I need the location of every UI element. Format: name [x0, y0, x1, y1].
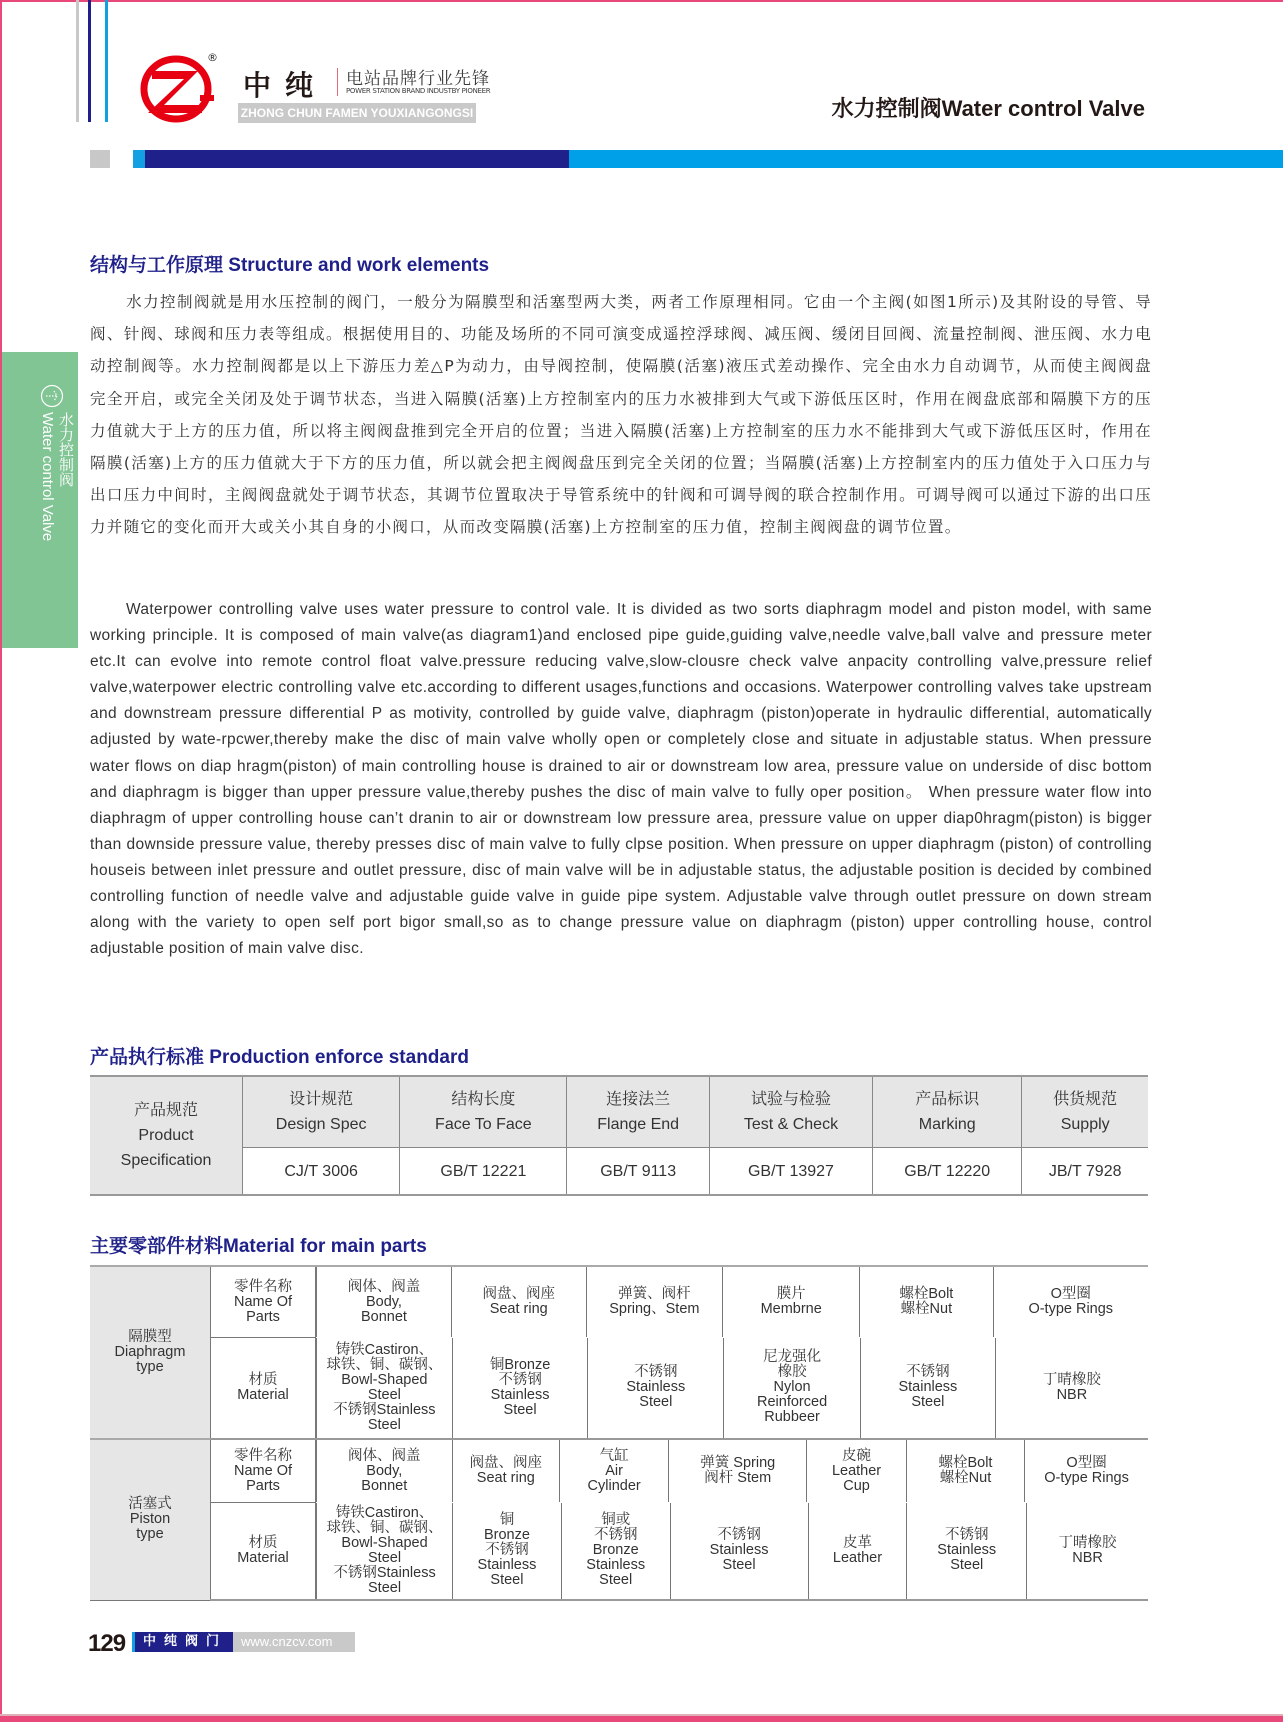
part-name-cell	[560, 1440, 669, 1502]
standard-row-label-en2: Specification	[120, 1152, 212, 1169]
part-material-cell-line: 不锈钢	[906, 1364, 950, 1381]
part-material-cell-line: 不锈钢	[498, 1371, 542, 1388]
part-name-cell-line: 弹簧、阀杆	[618, 1286, 691, 1303]
part-material-cell-line: Steel	[722, 1557, 756, 1574]
diaphragm-materials-cells	[316, 1338, 1149, 1440]
zc-logo-icon	[140, 55, 216, 123]
decor-line-cyan	[105, 0, 108, 122]
part-name-cell	[451, 1267, 586, 1337]
header-bar-cyan-small	[133, 150, 145, 168]
type-label-diaphragm-line: Diaphragm	[114, 1344, 186, 1360]
part-material-cell-line: 铜Bronze	[489, 1356, 551, 1373]
material-label	[211, 1338, 316, 1440]
part-name-cell-line: Bonnet	[360, 1308, 407, 1325]
part-name-cell-line: 螺栓Nut	[900, 1301, 953, 1318]
part-name-cell-line: 阀杆 Stem	[704, 1470, 772, 1487]
part-material-cell-line: 不锈钢	[634, 1364, 678, 1381]
part-name-cell-line: O型圈	[1050, 1286, 1091, 1303]
part-material-cell-line: Nylon	[773, 1379, 811, 1396]
part-name-cell-line: 阀体、阀盖	[347, 1278, 421, 1295]
part-material-cell	[724, 1338, 861, 1438]
part-material-cell-line: Steel	[639, 1394, 673, 1411]
part-name-cell-line: 膜片	[776, 1286, 806, 1303]
part-material-cell-line: 铸铁Castiron、	[335, 1341, 434, 1358]
header-en: Flange End	[597, 1116, 680, 1133]
header-cn: 设计规范	[289, 1091, 354, 1108]
part-material-cell	[317, 1338, 453, 1438]
part-material-cell-line: 丁晴橡胶	[1042, 1371, 1101, 1388]
header-cn: 连接法兰	[606, 1091, 671, 1108]
registered-mark: ®	[207, 51, 218, 64]
part-name-cell-line: Bonnet	[361, 1477, 408, 1494]
part-material-cell-line: NBR	[1056, 1386, 1088, 1403]
part-name-cell	[723, 1267, 860, 1337]
decor-line-gray	[76, 0, 79, 122]
type-label-piston-line: 活塞式	[128, 1496, 172, 1513]
slogan-en: POWER STATION BRAND INDUSTBY PIONEER	[346, 87, 491, 95]
part-name-cell-line: 弹簧 Spring	[700, 1455, 776, 1472]
header-en: Face To Face	[435, 1116, 532, 1133]
standard-header	[567, 1076, 709, 1148]
piston-row-materials	[90, 1503, 1148, 1601]
part-name-cell-line: Body,	[365, 1293, 402, 1310]
diaphragm-row-materials	[90, 1338, 1148, 1440]
part-material-cell-line: Steel	[599, 1572, 633, 1589]
page-border-bottom	[0, 1716, 1283, 1722]
part-material-cell-line: Steel	[368, 1549, 402, 1566]
type-label-diaphragm-line: 隔膜型	[128, 1329, 172, 1345]
part-material-cell-line: Steel	[368, 1579, 402, 1596]
part-material-cell-line: Reinforced	[757, 1394, 828, 1411]
name-of-parts-label-line: Name Of	[233, 1293, 292, 1310]
part-name-cell	[317, 1440, 453, 1502]
header-cn: 试验与检验	[750, 1091, 831, 1108]
part-material-cell-line: 不锈钢	[944, 1527, 989, 1544]
side-tab-label-en: Water control Valve	[39, 412, 56, 542]
name-of-parts-label-line: Parts	[246, 1477, 280, 1494]
material-label-line: Material	[237, 1550, 289, 1566]
company-name-en: ZHONG CHUN FAMEN YOUXIANGONGSI	[238, 103, 476, 123]
name-of-parts-label-line: 零件名称	[234, 1278, 292, 1295]
part-name-cell-line: 螺栓Bolt	[899, 1286, 954, 1303]
part-material-cell	[317, 1503, 453, 1599]
part-material-cell-line: 不锈钢Stainless	[333, 1401, 436, 1418]
standard-value: GB/T 12221	[400, 1148, 567, 1196]
part-material-cell	[808, 1503, 907, 1599]
piston-parts-cells	[316, 1439, 1149, 1503]
material-label-line: Material	[237, 1387, 289, 1403]
standard-header	[400, 1076, 567, 1148]
part-material-cell-line: Bowl-Shaped	[341, 1534, 428, 1551]
standard-value: GB/T 9113	[567, 1148, 709, 1196]
part-material-cell-line: 不锈钢	[717, 1527, 761, 1544]
part-name-cell-line: O-type Rings	[1044, 1470, 1129, 1487]
standard-value: JB/T 7928	[1022, 1148, 1148, 1196]
name-of-parts-label-line: Parts	[246, 1308, 280, 1325]
part-name-cell	[860, 1267, 993, 1337]
header-cn: 供货规范	[1053, 1091, 1118, 1108]
part-name-cell	[807, 1440, 907, 1502]
part-name-cell-line: Body,	[366, 1462, 403, 1479]
header-en: Design Spec	[275, 1116, 367, 1133]
decor-line-navy	[88, 0, 91, 122]
part-material-cell-line: Steel	[367, 1416, 401, 1433]
part-name-cell-line: 阀体、阀盖	[348, 1447, 421, 1464]
material-label-line: 材质	[248, 1372, 278, 1388]
brand-name: 中纯	[243, 69, 328, 102]
part-material-cell	[1027, 1503, 1148, 1599]
name-of-parts-label	[211, 1266, 316, 1338]
page-border-top	[0, 0, 1283, 2]
footer-url: www.cnzcv.com	[233, 1632, 355, 1652]
part-name-cell-line: Cylinder	[587, 1477, 641, 1494]
section-title-materials: 主要零部件材料Material for main parts	[90, 1236, 427, 1257]
part-material-cell	[907, 1503, 1027, 1599]
standard-value: CJ/T 3006	[243, 1148, 400, 1196]
standard-value: GB/T 12220	[873, 1148, 1022, 1196]
part-material-cell-line: Steel	[950, 1557, 984, 1574]
part-material-cell-line: 不锈钢Stainless	[333, 1564, 436, 1581]
part-material-cell-line: Steel	[490, 1572, 524, 1589]
part-material-cell-line: Stainless	[626, 1379, 686, 1396]
part-name-cell	[317, 1267, 452, 1337]
part-material-cell	[588, 1338, 724, 1438]
standard-header	[873, 1076, 1022, 1148]
arrow-circle-icon	[40, 384, 64, 408]
part-material-cell	[995, 1338, 1148, 1438]
part-material-cell-line: 不锈钢	[485, 1542, 529, 1559]
part-material-cell-line: 球铁、铜、碳钢、	[326, 1519, 443, 1536]
type-label-diaphragm-line: type	[136, 1359, 164, 1375]
section-title-structure: 结构与工作原理 Structure and work elements	[90, 255, 490, 276]
structure-text-cn	[90, 286, 1152, 544]
part-material-cell-line: Bronze	[483, 1527, 530, 1544]
part-material-cell-line: Steel	[503, 1401, 537, 1418]
part-material-cell	[561, 1503, 670, 1599]
part-material-cell-line: Steel	[911, 1394, 945, 1411]
header-bar-gray	[90, 150, 110, 168]
part-name-cell	[669, 1440, 807, 1502]
page-title: 水力控制阀Water control Valve	[831, 96, 1145, 121]
part-name-cell	[993, 1267, 1148, 1337]
part-material-cell-line: 皮革	[842, 1534, 872, 1551]
section-title-standard: 产品执行标准 Production enforce standard	[90, 1047, 469, 1068]
brand-divider	[337, 68, 338, 96]
part-name-cell-line: O-type Rings	[1028, 1301, 1114, 1318]
piston-materials-cells	[316, 1503, 1149, 1601]
structure-text-en-body: Waterpower controlling valve uses water pressure to control vale. It is divided as two sorts diaphragm model and piston model, with same working principle. It is composed of main valve(as diagram1)and enclosed pipe guide,guiding valve,needle valve,ball valve and pressure meter etc.It can evolve into remote control float valve.pressure reducing valve,slow-clousre check valve anpacity controlling valve,pressure relief valve,waterpower electric controlling valve etc.according to different usages,functions and occasions. Waterpower controlling valves take upstream and downstream pressure differential P as motivity, controlled by guide valve, diaphragm (piston)operate in hydraulic differential, automatically adjusted by wate-rpcwer,thereby make the disc of main valve wholly open or completely close and situate in adjustable status. When pressure water flows on diap hragm(piston) of main controlling house is drained to air or downstream low area, pressure value on underside of disc bottom and diaphragm is bigger than upper pressure value,thereby pushes the disc of main valve to fully oper position。 When pressure water flow into diaphragm of upper controlling house can’t dranin to air or downstream low pressure area, pressure value on upper diap0hragm(piston) is bigger than downside pressure value, thereby presses disc of main valve to fully clpse position. When pressure on upper diaphragm (piston) of controlling houseis between inlet pressure and outlet pressure, disc of main valve will be in adjustable status, the adjustable position is decided by combined controlling function of needle valve and adjustable guide valve in guide pipe system. Adjustable valve through outlet pressure on down stream along with the variety to open self port bigor small,so as to change pressure value on diaphragm (piston) upper controlling house, control adjustable position of main valve disc.	[90, 601, 1152, 958]
part-material-cell-line: 铸铁Castiron、	[335, 1504, 434, 1521]
structure-text-cn-body: 水力控制阀就是用水压控制的阀门，一般分为隔膜型和活塞型两大类，两者工作原理相同。它由一个主阀(如图1所示)及其附设的导管、导阀、针阀、球阀和压力表等组成。根据使用目的、功能及场所的不同可演变成遥控浮球阀、减压阀、缓闭目回阀、流量控制阀、泄压阀、水力电动控制阀等。水力控制阀都是以上下游压力差△P为动力，由导阀控制，使隔膜(活塞)液压式差动操作、完全由水力自动调节，从而使主阀阀盘完全开启，或完全关闭及处于调节状态，当进入隔膜(活塞)上方控制室内的压力水被排到大气或下游低压区时，作用在阀盘底部和隔膜下方的压力值就大于上方的压力值，所以将主阀阀盘推到完全开启的位置；当进入隔膜(活塞)上方控制室的压力水不能排到大气或下游低压区时，作用在隔膜(活塞)上方的压力值就大于下方的压力值，所以就会把主阀阀盘压到完全关闭的位置；当隔膜(活塞)上方控制室内的压力值处于入口压力与出口压力中间时，主阀阀盘就处于调节状态，其调节位置取决于导管系统中的针阀和可调导阀的联合控制作用。可调导阀可以通过下游的出口压力并随它的变化而开大或关小其自身的小阀口，从而改变隔膜(活塞)上方控制室的压力值，控制主阀阀盘的调节位置。	[90, 293, 1152, 537]
type-label-piston-line: type	[136, 1526, 164, 1543]
part-name-cell	[906, 1440, 1024, 1502]
part-material-cell-line: Stainless	[477, 1557, 537, 1574]
part-material-cell	[670, 1503, 808, 1599]
part-material-cell-line: 铜	[499, 1512, 515, 1529]
footer-brand: 中纯阀门	[135, 1632, 233, 1652]
page-number: 129	[88, 1630, 126, 1657]
part-material-cell-line: Rubbeer	[764, 1409, 820, 1426]
part-name-cell-line: 皮碗	[842, 1447, 872, 1464]
part-material-cell-line: Stainless	[490, 1386, 550, 1403]
part-name-cell	[1025, 1440, 1148, 1502]
material-label-line: 材质	[248, 1535, 278, 1551]
standard-row-label	[90, 1076, 243, 1195]
side-tab-label-cn: 水力控制阀	[57, 412, 74, 487]
slogan-cn: 电站品牌行业先锋	[346, 69, 490, 89]
part-material-cell-line: NBR	[1072, 1549, 1103, 1566]
part-material-cell-line: Bronze	[592, 1542, 639, 1559]
part-material-cell-line: Leather	[832, 1549, 883, 1566]
part-name-cell-line: Leather	[831, 1462, 882, 1479]
part-material-cell-line: Bowl-Shaped	[341, 1371, 428, 1388]
header-cn: 结构长度	[451, 1091, 516, 1108]
name-of-parts-label	[211, 1439, 316, 1503]
part-material-cell-line: Steel	[367, 1386, 401, 1403]
standard-table	[90, 1075, 1148, 1196]
header-en: Supply	[1060, 1116, 1110, 1133]
part-name-cell-line: Cup	[843, 1477, 870, 1494]
part-material-cell-line: 铜或	[601, 1512, 631, 1529]
part-material-cell	[860, 1338, 995, 1438]
part-material-cell-line: 橡胶	[777, 1364, 807, 1381]
part-material-cell-line: 尼龙强化	[763, 1349, 822, 1366]
standard-header	[1022, 1076, 1148, 1148]
type-label-piston	[90, 1439, 211, 1600]
part-name-cell-line: Spring、Stem	[609, 1301, 700, 1318]
type-label-piston-line: Piston	[129, 1511, 171, 1528]
standard-header	[709, 1076, 872, 1148]
part-name-cell-line: 螺栓Bolt	[938, 1455, 993, 1472]
part-name-cell	[452, 1440, 559, 1502]
piston-row-names	[90, 1439, 1148, 1503]
side-tab-label	[38, 412, 74, 541]
part-material-cell-line: Stainless	[586, 1557, 646, 1574]
part-material-cell	[452, 1338, 588, 1438]
part-material-cell-line: Stainless	[898, 1379, 958, 1396]
part-name-cell-line: Seat ring	[489, 1301, 548, 1318]
header-en: Marking	[918, 1116, 976, 1133]
name-of-parts-label-line: 零件名称	[234, 1447, 292, 1464]
standard-header	[243, 1076, 400, 1148]
diaphragm-row-names	[90, 1266, 1148, 1338]
part-material-cell-line: Stainless	[709, 1542, 769, 1559]
material-label	[211, 1503, 316, 1601]
header-bar-navy	[145, 150, 569, 168]
part-name-cell-line: 阀盘、阀座	[482, 1286, 555, 1303]
type-label-diaphragm	[90, 1266, 211, 1439]
part-material-cell-line: 丁晴橡胶	[1058, 1534, 1117, 1551]
part-name-cell	[586, 1267, 723, 1337]
page-border-left	[0, 0, 2, 1722]
part-material-cell-line: 球铁、铜、碳钢、	[326, 1356, 443, 1373]
part-material-cell-line: 不锈钢	[593, 1527, 638, 1544]
part-name-cell-line: O型圈	[1066, 1455, 1107, 1472]
name-of-parts-label-line: Name Of	[233, 1462, 292, 1479]
standard-row-label-en1: Product	[138, 1127, 194, 1144]
diaphragm-parts-cells	[316, 1266, 1149, 1338]
part-material-cell	[453, 1503, 562, 1599]
standard-value: GB/T 13927	[709, 1148, 872, 1196]
part-name-cell-line: 阀盘、阀座	[469, 1455, 543, 1472]
part-name-cell-line: Air	[605, 1462, 623, 1479]
materials-table	[90, 1265, 1148, 1601]
standard-row-label-cn: 产品规范	[133, 1102, 198, 1119]
part-name-cell-line: 气缸	[599, 1447, 629, 1464]
part-name-cell-line: Membrne	[760, 1301, 822, 1318]
part-name-cell-line: 螺栓Nut	[939, 1470, 992, 1487]
part-material-cell-line: Stainless	[937, 1542, 997, 1559]
header-bar-cyan	[569, 150, 1283, 168]
header-en: Test & Check	[743, 1116, 839, 1133]
structure-text-en	[90, 597, 1152, 962]
header-cn: 产品标识	[915, 1091, 980, 1108]
part-name-cell-line: Seat ring	[476, 1470, 535, 1487]
